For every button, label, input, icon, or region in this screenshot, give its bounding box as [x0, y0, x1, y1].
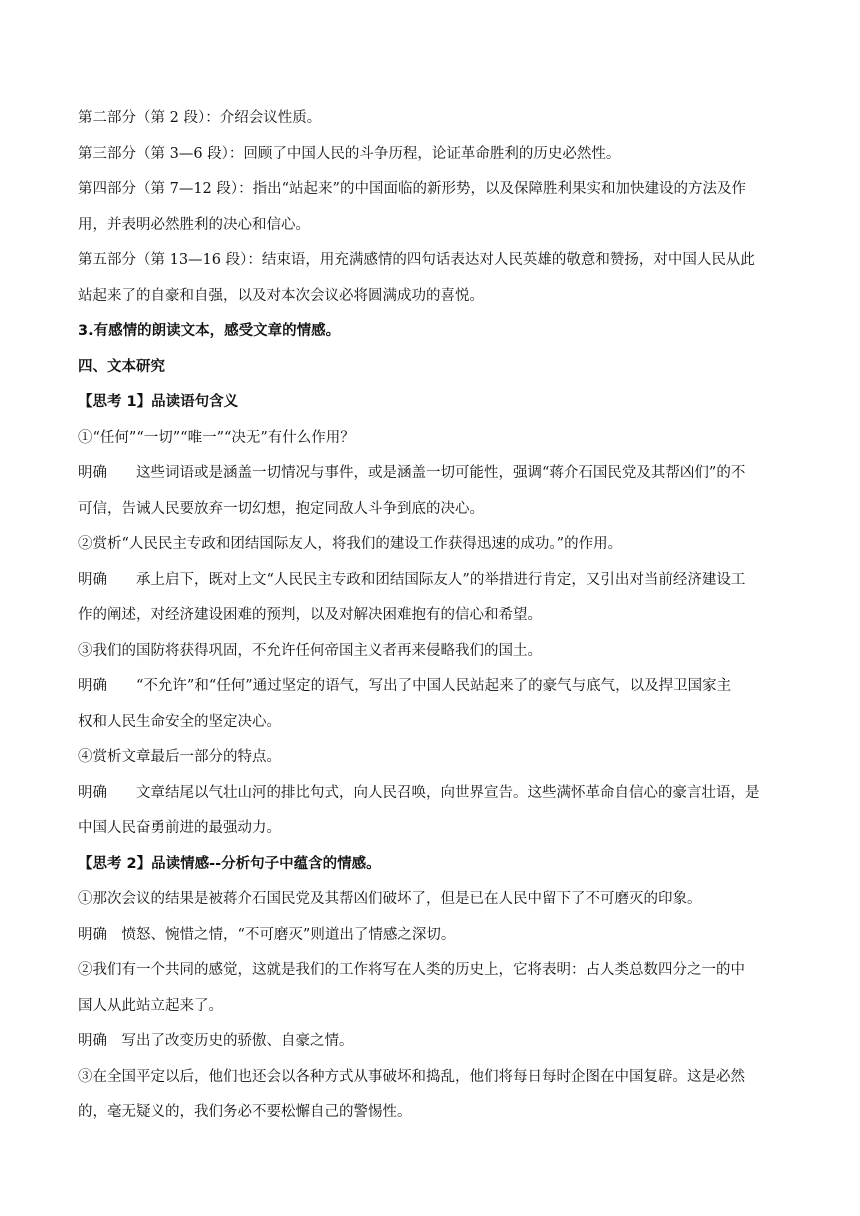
question-line: ②我们有一个共同的感觉，这就是我们的工作将写在人类的历史上，它将表明：占人类总数四分之一的中	[78, 962, 745, 978]
section-step-heading: 3.有感情的朗读文本，感受文章的情感。	[78, 323, 341, 339]
answer-line: 明确 这些词语或是涵盖一切情况与事件，或是涵盖一切可能性，强调“蒋介石国民党及其帮凶们”的不	[78, 465, 746, 481]
think-heading: 【思考 2】品读情感--分析句子中蕴含的情感。	[78, 855, 381, 872]
answer-line: 明确 “不允许”和“任何”通过坚定的语气，写出了中国人民站起来了的豪气与底气，以及捍卫国家主	[78, 678, 732, 694]
text-line: 第三部分（第 3—6 段）：回顾了中国人民的斗争历程，论证革命胜利的历史必然性。	[78, 145, 621, 162]
question-line: ③在全国平定以后，他们也还会以各种方式从事破坏和捣乱，他们将每日每时企图在中国复辟。这是必然	[78, 1068, 745, 1085]
section-heading: 四、文本研究	[78, 358, 165, 375]
text-line: 用，并表明必然胜利的决心和信心。	[78, 216, 310, 233]
question-line: ①“任何”“一切”“唯一”“决无”有什么作用？	[78, 429, 355, 446]
text-line: 站起来了的自豪和自强，以及对本次会议必将圆满成功的喜悦。	[78, 287, 484, 304]
question-line: ①那次会议的结果是被蒋介石国民党及其帮凶们破坏了，但是已在人民中留下了不可磨灭的印象。	[78, 891, 702, 907]
text-line: 第四部分（第 7—12 段）：指出“站起来”的中国面临的新形势，以及保障胜利果实和加快建设的方法及作	[78, 181, 746, 197]
text-line: 第五部分（第 13—16 段）：结束语，用充满感情的四句话表达对人民英雄的敬意和赞扬，对中国人民从此	[78, 252, 755, 268]
answer-line: 明确 写出了改变历史的骄傲、自豪之情。	[78, 1033, 354, 1049]
think-heading: 【思考 1】品读语句含义	[78, 394, 239, 410]
question-line: 国人从此站立起来了。	[78, 997, 223, 1014]
answer-line: 明确 愤怒、惋惜之情，“不可磨灭”则道出了情感之深切。	[78, 926, 456, 943]
question-line: 的，毫无疑义的，我们务必不要松懈自己的警惕性。	[78, 1104, 412, 1120]
question-line: ④赏析文章最后一部分的特点。	[78, 749, 281, 765]
question-line: ③我们的国防将获得巩固，不允许任何帝国主义者再来侵略我们的国土。	[78, 642, 542, 659]
document-page	[78, 106, 784, 1136]
text-line: 第二部分（第 2 段）：介绍会议性质。	[78, 110, 322, 126]
answer-line: 明确 承上启下，既对上文“人民民主专政和团结国际友人”的举措进行肯定，又引出对当前经济建设工	[78, 571, 746, 588]
answer-line: 可信，告诫人民要放弃一切幻想，抱定同敌人斗争到底的决心。	[78, 500, 484, 517]
answer-line: 作的阐述，对经济建设困难的预判，以及对解决困难抱有的信心和希望。	[78, 607, 542, 623]
answer-line: 权和人民生命安全的坚定决心。	[78, 713, 281, 730]
answer-line: 中国人民奋勇前进的最强动力。	[78, 820, 281, 836]
answer-line: 明确 文章结尾以气壮山河的排比句式，向人民召唤，向世界宣告。这些满怀革命自信心的豪言壮语，是	[78, 784, 760, 801]
question-line: ②赏析“人民民主专政和团结国际友人，将我们的建设工作获得迅速的成功。”的作用。	[78, 536, 623, 552]
